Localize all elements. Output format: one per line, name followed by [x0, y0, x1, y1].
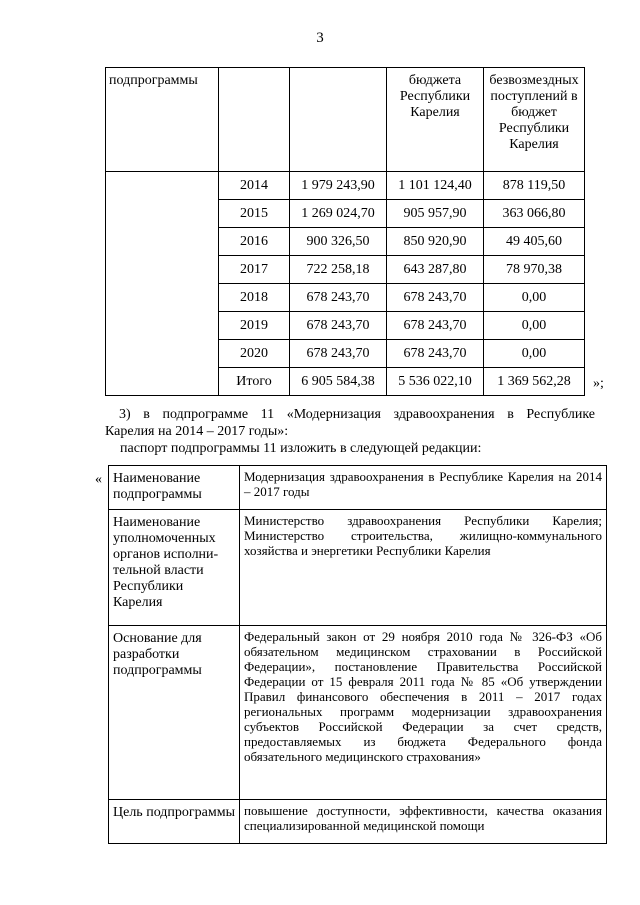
table-cell-year: 2017 — [219, 256, 290, 284]
table-cell-year: 2018 — [219, 284, 290, 312]
table-cell-year: 2015 — [219, 200, 290, 228]
table-row — [109, 800, 607, 844]
table-cell-total: 678 243,70 — [290, 312, 387, 340]
table-cell-total: 1 979 243,90 — [290, 172, 387, 200]
table-row — [109, 466, 607, 510]
table-cell-total: 678 243,70 — [290, 340, 387, 368]
table-cell-total: 900 326,50 — [290, 228, 387, 256]
table-cell-empty — [106, 172, 219, 396]
passport-label: Цель подпрограммы — [109, 800, 240, 844]
table-cell-empty — [219, 68, 290, 172]
table-header-regional: бюджета Республики Карелия — [387, 68, 484, 172]
amendment-paragraph — [105, 406, 595, 440]
budget-table — [105, 67, 585, 396]
passport-label: Основание для разработки подпрограммы — [109, 626, 240, 800]
amendment-line-2: Карелия на 2014 – 2017 годы»: — [105, 424, 289, 439]
table-cell-gratuitous: 0,00 — [484, 340, 585, 368]
table-cell-program-label: подпрограммы — [106, 68, 219, 172]
table-cell-empty — [290, 68, 387, 172]
table-cell-gratuitous: 78 970,38 — [484, 256, 585, 284]
table-cell-gratuitous: 0,00 — [484, 312, 585, 340]
table-row — [106, 172, 585, 200]
open-quote: « — [95, 472, 102, 487]
passport-table — [108, 465, 607, 844]
table-cell-regional: 905 957,90 — [387, 200, 484, 228]
table-cell-total: 1 269 024,70 — [290, 200, 387, 228]
page-number: 3 — [316, 30, 324, 46]
table-cell-year: 2014 — [219, 172, 290, 200]
passport-label: Наименование уполномоченных органов исполни-тельной власти Республики Карелия — [109, 510, 240, 626]
passport-value: Министерство здравоохранения Республики Карелия; Министерство строительства, жилищно-коммунального хозяйства и энергетики Республики Карелия — [240, 510, 607, 626]
table-cell-year: 2016 — [219, 228, 290, 256]
table-cell-regional: 678 243,70 — [387, 340, 484, 368]
table-cell-year: 2020 — [219, 340, 290, 368]
table-cell-regional: 643 287,80 — [387, 256, 484, 284]
table-cell-year: Итого — [219, 368, 290, 396]
table-cell-total: 678 243,70 — [290, 284, 387, 312]
table-cell-regional: 5 536 022,10 — [387, 368, 484, 396]
table-cell-gratuitous: 49 405,60 — [484, 228, 585, 256]
table-cell-regional: 850 920,90 — [387, 228, 484, 256]
table-cell-regional: 678 243,70 — [387, 312, 484, 340]
table-header-gratuitous: безвозмездных поступлений в бюджет Республики Карелия — [484, 68, 585, 172]
table-cell-year: 2019 — [219, 312, 290, 340]
passport-intro: паспорт подпрограммы 11 изложить в следующей редакции: — [120, 441, 482, 456]
table-cell-gratuitous: 363 066,80 — [484, 200, 585, 228]
passport-label: Наименование подпрограммы — [109, 466, 240, 510]
table-row — [109, 626, 607, 800]
table-cell-total: 722 258,18 — [290, 256, 387, 284]
table-cell-regional: 1 101 124,40 — [387, 172, 484, 200]
table-cell-gratuitous: 0,00 — [484, 284, 585, 312]
passport-value: Федеральный закон от 29 ноября 2010 года № 326-ФЗ «Об обязательном медицинском страховании в Российской Федерации», постановление Правительства Российской Федерации от 15 февраля 2011 года № 85 «Об утверждении Правил финансового обеспечения в 2011 – 2017 годах региональных программ модернизации здравоохранения субъектов Российской Федерации за счет средств, предоставляемых из бюджета Федерального фонда обязательного медицинского страхования» — [240, 626, 607, 800]
passport-value: повышение доступности, эффективности, качества оказания специализированной медицинской помощи — [240, 800, 607, 844]
table-closing-quote: »; — [593, 376, 604, 391]
table-cell-gratuitous: 1 369 562,28 — [484, 368, 585, 396]
amendment-line-1: 3) в подпрограмме 11 «Модернизация здравоохранения в Республике — [119, 407, 595, 422]
table-row — [109, 510, 607, 626]
table-cell-gratuitous: 878 119,50 — [484, 172, 585, 200]
table-cell-total: 6 905 584,38 — [290, 368, 387, 396]
passport-value: Модернизация здравоохранения в Республике Карелия на 2014 – 2017 годы — [240, 466, 607, 510]
table-cell-regional: 678 243,70 — [387, 284, 484, 312]
